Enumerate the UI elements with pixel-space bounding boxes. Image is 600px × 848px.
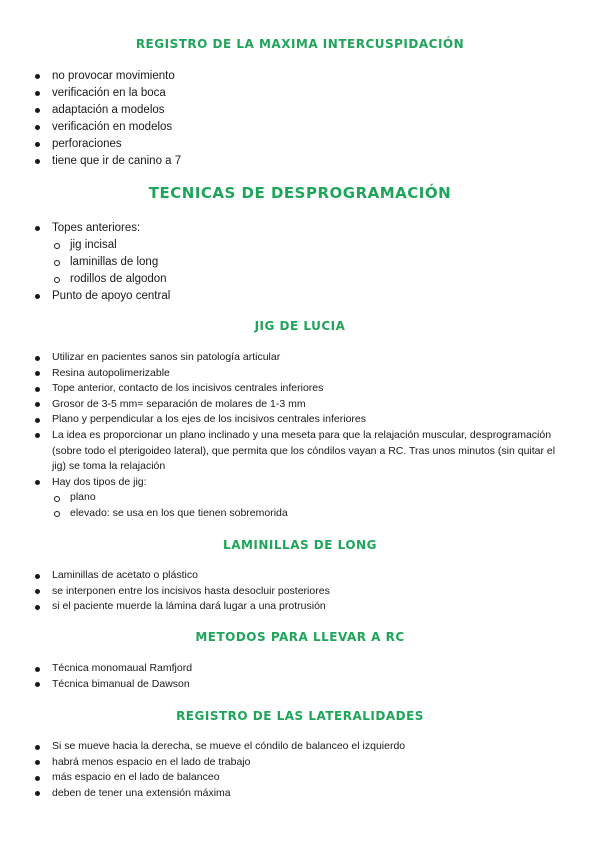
list-item: adaptación a modelos xyxy=(0,102,560,119)
list-item: no provocar movimiento xyxy=(0,68,560,85)
list-item: Laminillas de acetato o plástico xyxy=(0,568,560,584)
list-item: verificación en la boca xyxy=(0,85,560,102)
section-title-metodos-rc: METODOS PARA LLEVAR A RC xyxy=(195,630,405,644)
list-item: Grosor de 3-5 mm= separación de molares de 1-3 mm xyxy=(0,397,560,413)
list-item: Técnica bimanual de Dawson xyxy=(0,677,560,693)
list-item: deben de tener una extensión máxima xyxy=(0,786,560,802)
list-item: más espacio en el lado de balanceo xyxy=(0,770,560,786)
list-item: perforaciones xyxy=(0,136,560,153)
sub-list-item: rodillos de algodon xyxy=(0,271,560,288)
list-lateralidades xyxy=(0,739,560,801)
list-metodos-rc xyxy=(0,661,560,692)
list-jig-de-lucia xyxy=(0,350,560,522)
section-title-lateralidades: REGISTRO DE LAS LATERALIDADES xyxy=(176,709,424,723)
list-item: Si se mueve hacia la derecha, se mueve el cóndilo de balanceo el izquierdo xyxy=(0,739,560,755)
list-item: Técnica monomaual Ramfjord xyxy=(0,661,560,677)
list-item: Hay dos tipos de jig: xyxy=(0,475,560,491)
list-laminillas xyxy=(0,568,560,615)
list-item: Resina autopolimerizable xyxy=(0,366,560,382)
sub-list-item: laminillas de long xyxy=(0,254,560,271)
list-item: Utilizar en pacientes sanos sin patología articular xyxy=(0,350,560,366)
sub-list-item: jig incisal xyxy=(0,237,560,254)
list-item: La idea es proporcionar un plano inclinado y una meseta para que la relajación muscular, desprogramación (sobre todo el pterigoideo lateral), que permita que los cóndilos vayan a RC. Tras unos minutos (sin quitar el jig) se toma la relajación xyxy=(0,428,560,475)
list-item: se interponen entre los incisivos hasta desocluir posteriores xyxy=(0,584,560,600)
list-registro-maxima xyxy=(0,68,560,170)
list-item: Tope anterior, contacto de los incisivos centrales inferiores xyxy=(0,381,560,397)
section-title-laminillas: LAMINILLAS DE LONG xyxy=(223,538,377,552)
list-tecnicas xyxy=(0,220,560,305)
list-item: Plano y perpendicular a los ejes de los incisivos centrales inferiores xyxy=(0,412,560,428)
list-item: habrá menos espacio en el lado de trabajo xyxy=(0,755,560,771)
list-item: verificación en modelos xyxy=(0,119,560,136)
section-title-tecnicas: TECNICAS DE DESPROGRAMACIÓN xyxy=(148,184,452,202)
list-item: si el paciente muerde la lámina dará lugar a una protrusión xyxy=(0,599,560,615)
sub-list-item: elevado: se usa en los que tienen sobremorida xyxy=(0,506,560,522)
section-title-registro-maxima: REGISTRO DE LA MAXIMA INTERCUSPIDACIÓN xyxy=(135,37,465,51)
list-item: tiene que ir de canino a 7 xyxy=(0,153,560,170)
list-item: Topes anteriores: xyxy=(0,220,560,237)
sub-list-item: plano xyxy=(0,490,560,506)
section-title-jig-de-lucia: JIG DE LUCIA xyxy=(254,319,346,333)
list-item: Punto de apoyo central xyxy=(0,288,560,305)
